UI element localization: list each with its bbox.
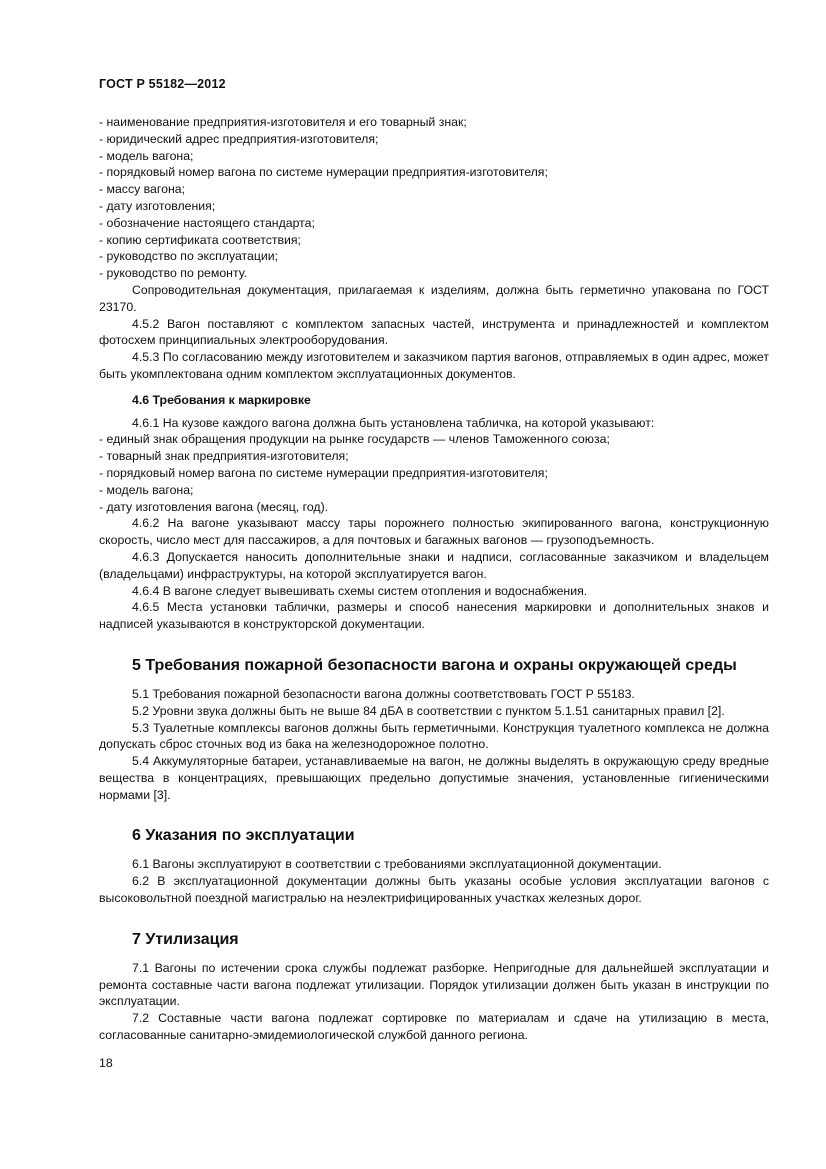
plate-info-list: [99, 431, 769, 515]
list-item: - копию сертификата соответствия;: [99, 232, 301, 247]
list-item: - обозначение настоящего стандарта;: [99, 215, 315, 230]
subsection-heading-4-6: 4.6 Требования к маркировке: [132, 392, 311, 407]
paragraph-5-2: 5.2 Уровни звука должны быть не выше 84 дБА в соответствии с пунктом 5.1.51 санитарных правил [2].: [132, 703, 725, 718]
section-heading-5: 5 Требования пожарной безопасности вагона и охраны окружающей среды: [132, 656, 737, 674]
paragraph-7-2: 7.2 Составные части вагона подлежат сортировке по материалам и сдаче на утилизацию в места, согласованные санитарно-эмидемиологической службой данного региона.: [99, 1011, 769, 1043]
list-item: - порядковый номер вагона по системе нумерации предприятия-изготовителя;: [99, 165, 548, 180]
standard-header: ГОСТ Р 55182—2012: [99, 77, 226, 91]
document-body: [99, 114, 769, 1044]
section-heading-6: 6 Указания по эксплуатации: [132, 827, 355, 845]
list-item: - руководство по ремонту.: [99, 266, 248, 281]
paragraph-6-1: 6.1 Вагоны эксплуатируют в соответствии с требованиями эксплуатационной документации.: [132, 857, 662, 872]
manufacturer-info-list: [99, 114, 769, 282]
list-item: - модель вагона;: [99, 482, 194, 497]
list-item: - массу вагона;: [99, 182, 186, 197]
paragraph-4-6-1: 4.6.1 На кузове каждого вагона должна быть установлена табличка, на которой указывают:: [132, 415, 655, 430]
list-item: - порядковый номер вагона по системе нумерации предприятия-изготовителя;: [99, 465, 548, 480]
paragraph-6-2: 6.2 В эксплуатационной документации должны быть указаны особые условия эксплуатации вагонов с высоковольтной поездной магистралью на неэлектрифицированных участках железных дорог.: [99, 874, 769, 906]
paragraph-5-3: 5.3 Туалетные комплексы вагонов должны быть герметичными. Конструкция туалетного комплекса не должна допускать сброс сточных вод из бака на железнодорожное полотно.: [99, 720, 769, 752]
paragraph-4-5-3: 4.5.3 По согласованию между изготовителем и заказчиком партия вагонов, отправляемых в один адрес, может быть укомплектована одним комплектом эксплуатационных документов.: [99, 350, 769, 381]
paragraph-5-1: 5.1 Требования пожарной безопасности вагона должны соответствовать ГОСТ Р 55183.: [132, 686, 635, 701]
list-item: - руководство по эксплуатации;: [99, 249, 279, 264]
paragraph-4-6-4: 4.6.4 В вагоне следует вывешивать схемы систем отопления и водоснабжения.: [132, 583, 588, 598]
list-item: - наименование предприятия-изготовителя и его товарный знак;: [99, 115, 467, 129]
list-item: - юридический адрес предприятия-изготовителя;: [99, 131, 379, 146]
section-heading-7: 7 Утилизация: [132, 930, 239, 948]
paragraph-4-6-5: 4.6.5 Места установки таблички, размеры и способ нанесения маркировки и дополнительных знаков и надписей указываются в конструкторской документации.: [99, 600, 769, 632]
list-item: - дату изготовления;: [99, 198, 216, 213]
paragraph-4-6-3: 4.6.3 Допускается наносить дополнительные знаки и надписи, согласованные заказчиком и владельцем (владельцами) инфраструктуры, на которой эксплуатируется вагон.: [99, 549, 769, 581]
paragraph-4-6-2: 4.6.2 На вагоне указывают массу тары порожнего полностью экипированного вагона, конструкционную скорость, число мест для пассажиров, а для почтовых и багажных вагонов — грузоподъемность.: [99, 516, 769, 548]
list-item: - дату изготовления вагона (месяц, год).: [99, 499, 329, 514]
paragraph-4-5-2: 4.5.2 Вагон поставляют с комплектом запасных частей, инструмента и принадлежностей и комплектом фотосхем принципиальных электрооборудования.: [99, 316, 769, 348]
list-item: - товарный знак предприятия-изготовителя;: [99, 449, 349, 464]
paragraph-5-4: 5.4 Аккумуляторные батареи, устанавливаемые на вагон, не должны выделять в окружающую среду вредные вещества в концентрациях, превышающих предельно допустимые значения, установленные гигиеническими нормами [3].: [99, 754, 769, 802]
list-item: - модель вагона;: [99, 148, 194, 163]
paragraph-documentation: Сопроводительная документация, прилагаемая к изделиям, должна быть герметично упакована по ГОСТ 23170.: [99, 282, 769, 314]
list-item: - единый знак обращения продукции на рынке государств — членов Таможенного союза;: [99, 432, 610, 447]
page-number: 18: [99, 1056, 113, 1070]
paragraph-7-1: 7.1 Вагоны по истечении срока службы подлежат разборке. Непригодные для дальнейшей эксплуатации и ремонта составные части вагона подлежат утилизации. Порядок утилизации должен быть указан в инструкции по эксплуатации.: [99, 960, 769, 1009]
